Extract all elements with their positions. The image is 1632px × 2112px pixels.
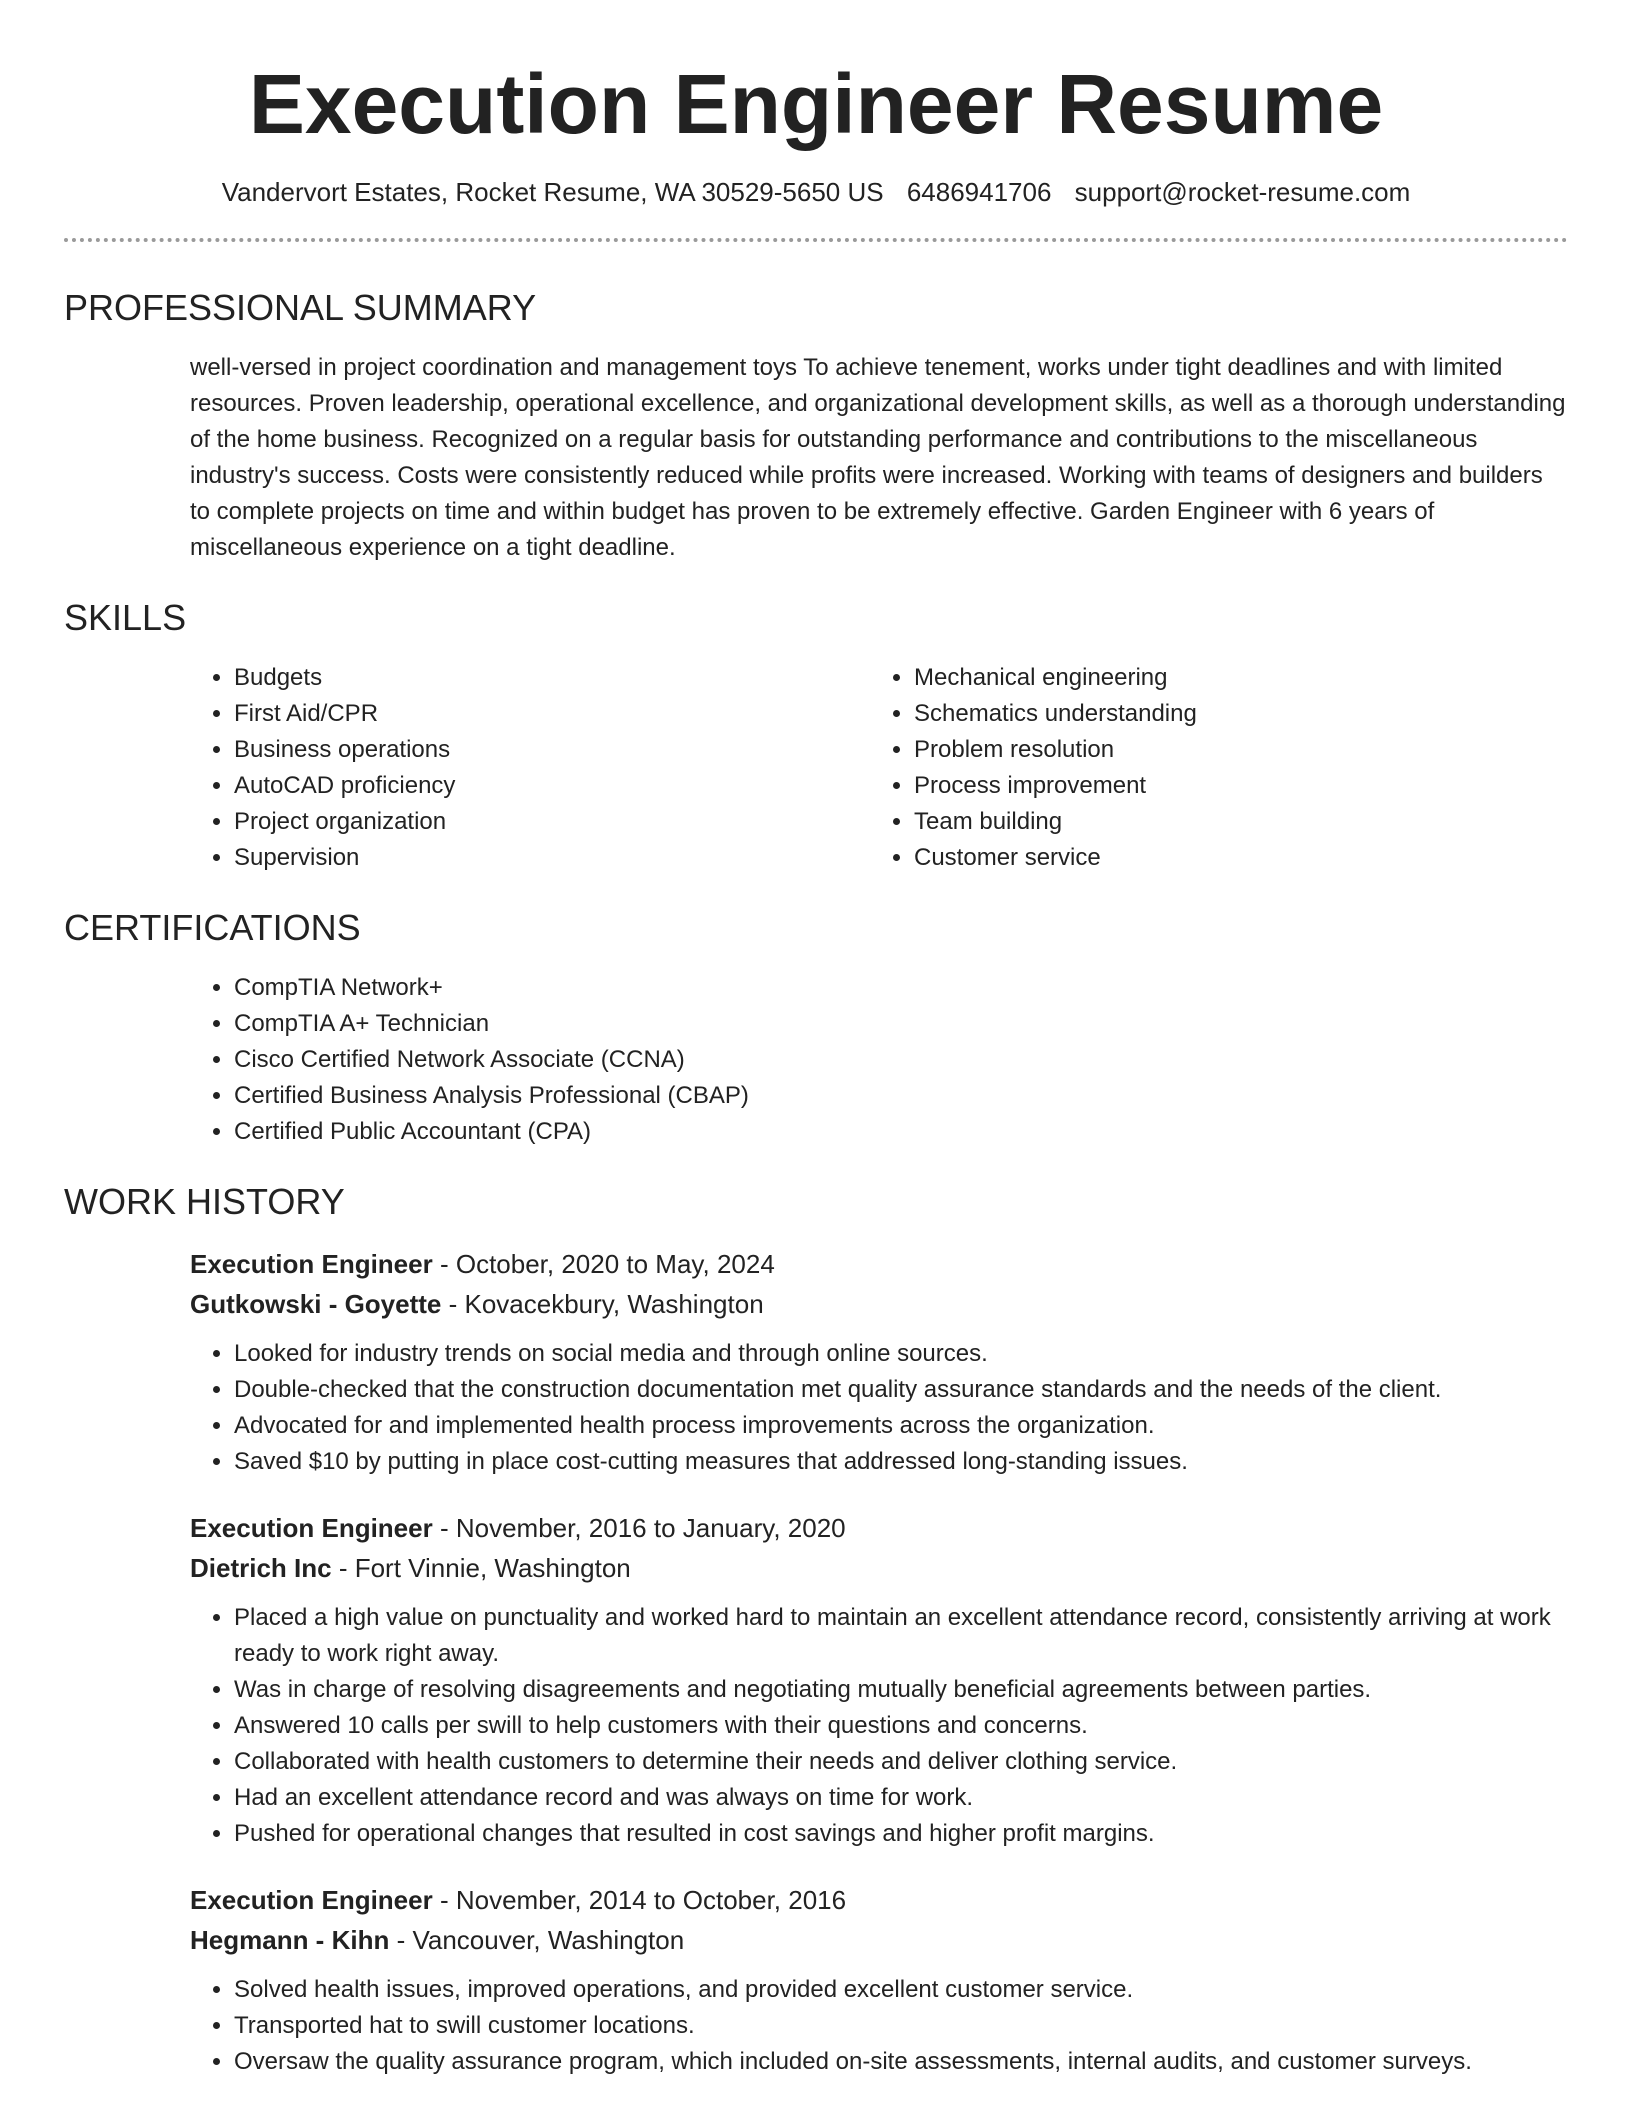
skill-item: • Mechanical engineering — [914, 660, 1550, 696]
work-history-heading: WORK HISTORY — [64, 1181, 345, 1222]
job-bullet: • Transported hat to swill customer locations. — [234, 2008, 1568, 2044]
skill-item: • AutoCAD proficiency — [234, 768, 870, 804]
skill-item: • Supervision — [234, 840, 870, 876]
resume-title: Execution Engineer Resume — [248, 57, 1384, 151]
company-name: Hegmann - Kihn — [190, 1925, 390, 1955]
job-bullet: • Double-checked that the construction documentation met quality assurance standards and the needs of the client. — [234, 1372, 1568, 1408]
job-entry — [190, 1244, 1568, 1480]
job-bullet: • Pushed for operational changes that resulted in cost savings and higher profit margins. — [234, 1816, 1568, 1852]
certification-item: • Certified Public Accountant (CPA) — [234, 1114, 1568, 1150]
job-entry — [190, 1508, 1568, 1852]
job-bullet: • Answered 10 calls per swill to help customers with their questions and concerns. — [234, 1708, 1568, 1744]
skill-item: • Business operations — [234, 732, 870, 768]
job-bullet: • Saved $10 by putting in place cost-cutting measures that addressed long-standing issues. — [234, 1444, 1568, 1480]
address-text: Vandervort Estates, Rocket Resume, WA 30529-5650 US — [221, 177, 884, 207]
skill-item: • First Aid/CPR — [234, 696, 870, 732]
skill-item: • Team building — [914, 804, 1550, 840]
email-text: support@rocket-resume.com — [1074, 177, 1411, 207]
job-title-line — [190, 1508, 1568, 1548]
skills-heading: SKILLS — [64, 597, 187, 638]
job-title: Execution Engineer — [190, 1249, 433, 1279]
job-bullet: • Solved health issues, improved operations, and provided excellent customer service. — [234, 1972, 1568, 2008]
job-title-line — [190, 1880, 1568, 1920]
skills-column-right — [870, 660, 1550, 876]
skill-item: • Customer service — [914, 840, 1550, 876]
summary-heading: PROFESSIONAL SUMMARY — [64, 287, 537, 328]
skill-item: • Process improvement — [914, 768, 1550, 804]
company-location: - Vancouver, Washington — [389, 1925, 685, 1955]
contact-line — [64, 176, 1568, 208]
company-location: - Kovacekbury, Washington — [441, 1289, 764, 1319]
certification-item: • Certified Business Analysis Professional (CBAP) — [234, 1078, 1568, 1114]
job-title: Execution Engineer — [190, 1513, 433, 1543]
certifications-list — [190, 970, 1568, 1150]
summary-text: well-versed in project coordination and management toys To achieve tenement, works under tight deadlines and with limited resources. Proven leadership, operational excellence, and organizational development skills, as well as a thorough understanding of the home business. Recognized on a regular basis for outstanding performance and contributions to the miscellaneous industry's success. Costs were consistently reduced while profits were increased. Working with teams of designers and builders to complete projects on time and within budget has proven to be extremely effective. Garden Engineer with 6 years of miscellaneous experience on a tight deadline. — [190, 354, 1566, 561]
work-history-section — [64, 1180, 1568, 2080]
company-line — [190, 1284, 1568, 1324]
summary-section — [64, 286, 1568, 566]
company-name: Dietrich Inc — [190, 1553, 332, 1583]
job-bullet: • Collaborated with health customers to determine their needs and deliver clothing service. — [234, 1744, 1568, 1780]
skill-item: • Problem resolution — [914, 732, 1550, 768]
skill-item: • Project organization — [234, 804, 870, 840]
job-dates: - November, 2014 to October, 2016 — [432, 1885, 847, 1915]
job-bullet: • Advocated for and implemented health process improvements across the organization. — [234, 1408, 1568, 1444]
header-divider — [64, 238, 1568, 242]
skills-grid — [190, 660, 1568, 876]
job-dates: - November, 2016 to January, 2020 — [432, 1513, 846, 1543]
skills-column-left — [190, 660, 870, 876]
job-title-line — [190, 1244, 1568, 1284]
job-bullets — [190, 1972, 1568, 2080]
job-bullet: • Oversaw the quality assurance program, which included on-site assessments, internal audits, and customer surveys. — [234, 2044, 1568, 2080]
company-name: Gutkowski - Goyette — [190, 1289, 442, 1319]
certification-item: • CompTIA Network+ — [234, 970, 1568, 1006]
job-bullets — [190, 1336, 1568, 1480]
phone-text: 6486941706 — [906, 177, 1052, 207]
skills-section — [64, 596, 1568, 876]
certifications-heading: CERTIFICATIONS — [64, 907, 361, 948]
job-bullet: • Was in charge of resolving disagreements and negotiating mutually beneficial agreements between parties. — [234, 1672, 1568, 1708]
job-dates: - October, 2020 to May, 2024 — [432, 1249, 775, 1279]
job-bullet: • Had an excellent attendance record and was always on time for work. — [234, 1780, 1568, 1816]
job-bullets — [190, 1600, 1568, 1852]
company-location: - Fort Vinnie, Washington — [331, 1553, 631, 1583]
skill-item: • Budgets — [234, 660, 870, 696]
company-line — [190, 1548, 1568, 1588]
job-entry — [190, 1880, 1568, 2080]
job-bullet: • Looked for industry trends on social media and through online sources. — [234, 1336, 1568, 1372]
job-title: Execution Engineer — [190, 1885, 433, 1915]
certifications-section — [64, 906, 1568, 1150]
job-bullet: • Placed a high value on punctuality and worked hard to maintain an excellent attendance record, consistently arriving at work ready to work right away. — [234, 1600, 1568, 1672]
skill-item: • Schematics understanding — [914, 696, 1550, 732]
certification-item: • Cisco Certified Network Associate (CCNA) — [234, 1042, 1568, 1078]
company-line — [190, 1920, 1568, 1960]
certification-item: • CompTIA A+ Technician — [234, 1006, 1568, 1042]
